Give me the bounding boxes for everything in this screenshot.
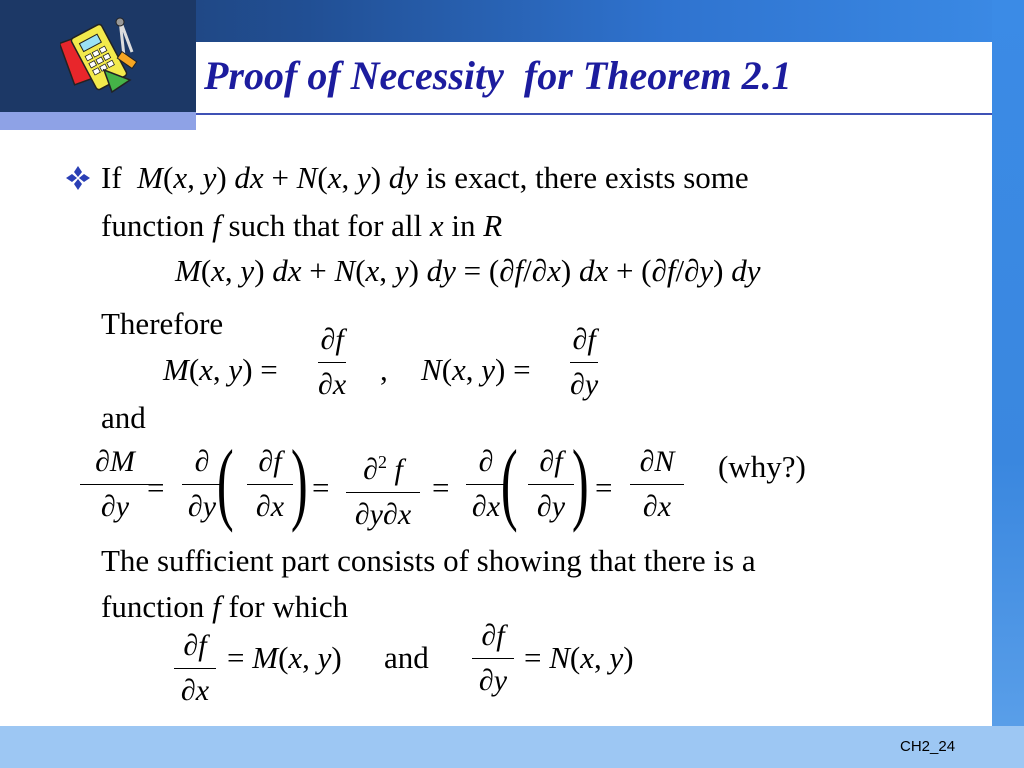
- title-rule: [196, 113, 992, 115]
- function-word: function: [101, 208, 205, 243]
- right-band: [992, 0, 1024, 768]
- slide-title: Proof of Necessity for Theorem 2.1: [204, 53, 792, 98]
- equals-4: =: [595, 470, 613, 505]
- second-derivative-fraction: ∂$^2$ f ∂y∂x: [346, 444, 420, 533]
- function-word-2: function: [101, 589, 205, 624]
- dm-dy-fraction: ∂M ∂y: [80, 444, 150, 525]
- right-paren-1: ): [290, 431, 308, 533]
- such-that-text: such that for all: [228, 208, 423, 243]
- left-paren-2: (: [500, 431, 518, 533]
- drafting-tools-icon: [60, 16, 144, 100]
- sufficient-line-2: [101, 589, 348, 625]
- df-dy-fraction: ∂f ∂y: [570, 323, 599, 401]
- therefore-text: Therefore: [101, 306, 224, 341]
- and-text-1: and: [101, 400, 146, 435]
- n-equals: N(x, y) =: [421, 352, 531, 387]
- x-symbol: x: [429, 208, 444, 243]
- right-paren-2: ): [571, 431, 589, 533]
- df-dx-inner: ∂f ∂x: [247, 444, 293, 525]
- line1-text: is exact, there exists some: [425, 160, 749, 195]
- exact-equation-inline: M(x, y) dx + N(x, y) dy: [137, 160, 419, 195]
- in-word: in: [451, 208, 476, 243]
- df-dy-condition: ∂f ∂y: [472, 618, 514, 699]
- dn-dx-fraction: ∂N ∂x: [630, 444, 684, 525]
- d-dx-operator: ∂ ∂x: [466, 444, 506, 525]
- f-symbol: f: [212, 208, 221, 243]
- f-symbol-2: f: [212, 589, 221, 624]
- df-dx-fraction: ∂f ∂x: [318, 323, 347, 401]
- diamond-bullet-icon: [64, 164, 92, 192]
- sufficient-line-1: The sufficient part consists of showing that there is a: [101, 543, 756, 578]
- m-equals: M(x, y) =: [163, 352, 278, 387]
- comma-separator: ,: [380, 352, 388, 387]
- equals-2: =: [312, 470, 330, 505]
- left-paren-1: (: [216, 431, 234, 533]
- df-dx-condition: ∂f ∂x: [174, 628, 216, 709]
- left-accent-strip: [0, 112, 196, 130]
- if-word: If: [101, 160, 122, 195]
- df-dy-inner: ∂f ∂y: [528, 444, 574, 525]
- slide-number: CH2_24: [900, 738, 956, 755]
- equals-3: =: [432, 470, 450, 505]
- why-note: (why?): [718, 449, 806, 484]
- paragraph-line-2: [101, 208, 502, 244]
- r-symbol: R: [483, 208, 503, 243]
- paragraph-line-1: [101, 160, 749, 196]
- logo-box: [0, 0, 196, 112]
- footer-bar: [0, 726, 1024, 768]
- for-which-text: for which: [228, 589, 349, 624]
- equals-m-condition: = M(x, y): [227, 640, 342, 675]
- equals-n-condition: = N(x, y): [524, 640, 634, 675]
- and-text-2: and: [384, 640, 429, 675]
- total-differential-equation: M(x, y) dx + N(x, y) dy = (∂f/∂x) dx + (∂f/∂y) dy: [175, 253, 761, 288]
- equals-1: =: [147, 470, 165, 505]
- d-dy-operator: ∂ ∂y: [182, 444, 222, 525]
